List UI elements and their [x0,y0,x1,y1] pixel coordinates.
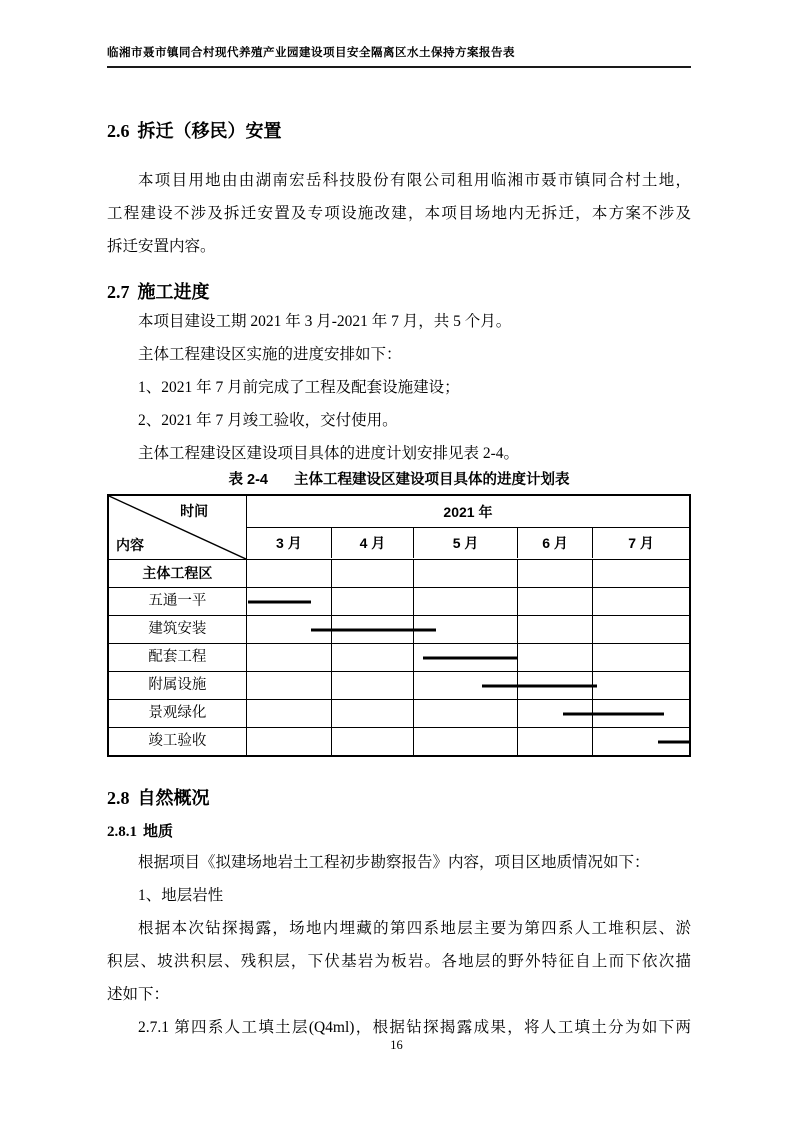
corner-label-time: 时间 [180,503,209,519]
section-title: 拆迁（移民）安置 [137,121,282,141]
paragraph-line: 根据本次钻探揭露，场地内埋藏的第四系地层主要为第四系人工堆积层、淤 [138,920,691,937]
gantt-bar [248,600,311,603]
page-header [107,46,691,68]
month-cell [592,644,689,671]
gantt-bar [311,628,436,631]
text-line: 主体工程建设区建设项目具体的进度计划安排见表 2-4。 [138,445,520,462]
month-cell [413,588,517,615]
month-cell [331,728,413,755]
gantt-row-label: 建筑安装 [109,616,247,643]
month-cell [517,616,592,643]
month-cell [247,728,331,755]
paragraph-geology-intro: 根据项目《拟建场地岩土工程初步勘察报告》内容，项目区地质情况如下： [138,854,650,871]
month-cell [592,588,689,615]
section-heading-2-6 [107,118,691,144]
gantt-row-timeline [247,588,689,615]
gantt-bar [423,656,517,659]
month-cell [517,560,592,587]
month-cell [517,728,592,755]
page-number: 16 [390,1038,403,1052]
paragraph-strata-description [107,912,691,1011]
gantt-bar [658,740,689,743]
text-line: 主体工程建设区实施的进度安排如下： [138,346,402,363]
month-cell [247,644,331,671]
paragraph-line: 本项目用地由由湖南宏岳科技股份有限公司租用临湘市聂市镇同合村土地， [138,172,691,189]
section-number: 2.8 [107,788,130,808]
table-corner-cell [109,496,247,559]
gantt-row-label: 配套工程 [109,644,247,671]
table-header [109,496,689,559]
paragraph-line: 工程建设不涉及拆迁安置及专项设施改建，本项目场地内无拆迁，本方案不涉及 [107,205,691,222]
month-cell [517,644,592,671]
section-number: 2.6 [107,121,130,141]
gantt-row-label: 附属设施 [109,672,247,699]
gantt-row-timeline [247,728,689,755]
subsection-title: 地质 [143,823,174,840]
gantt-bar [482,684,597,687]
section-title: 施工进度 [137,282,210,302]
paragraph-line: 积层、坡洪积层、残积层，下伏基岩为板岩。各地层的野外特征自上而下依次描 [107,953,691,970]
gantt-row-timeline [247,672,689,699]
month-cell [592,560,689,587]
text-line: 2、2021 年 7 月竣工验收，交付使用。 [138,412,398,429]
corner-label-content: 内容 [116,537,144,553]
month-header-cell: 6 月 [517,528,592,558]
section-2-7-body [107,305,691,470]
section-heading-2-8 [107,785,691,811]
gantt-row [109,699,689,727]
month-header-cell: 3 月 [276,535,302,551]
paragraph-line: 拆迁安置内容。 [107,238,216,255]
text-line: 1、2021 年 7 月前完成了工程及配套设施建设； [138,379,460,396]
section-number: 2.7 [107,282,130,302]
gantt-bar [563,712,664,715]
text-line: 本项目建设工期 2021 年 3 月-2021 年 7 月，共 5 个月。 [138,313,512,330]
table-body [109,559,689,755]
gantt-row-timeline [247,560,689,587]
gantt-row-label: 五通一平 [109,588,247,615]
gantt-row-label: 竣工验收 [109,728,247,755]
gantt-row-timeline [247,644,689,671]
gantt-row [109,559,689,587]
month-header-cell: 4 月 [331,528,413,558]
paragraph-line: 述如下： [107,986,170,1003]
month-cell [247,700,331,727]
month-header-cell: 5 月 [413,528,517,558]
table-caption-title: 主体工程建设区建设项目具体的进度计划表 [294,472,570,488]
month-cell [331,588,413,615]
table-header-right [247,496,689,559]
month-cell [413,728,517,755]
paragraph-2-6 [107,164,691,263]
month-cell [331,672,413,699]
month-cell [331,560,413,587]
list-item-stratum: 1、地层岩性 [138,887,224,904]
month-header-cell: 7 月 [592,528,689,558]
month-cell [517,588,592,615]
section-title: 自然概况 [137,788,210,808]
gantt-row-label: 景观绿化 [109,700,247,727]
section-heading-2-7 [107,279,691,305]
month-cell [592,616,689,643]
gantt-row-timeline [247,700,689,727]
month-cell [247,672,331,699]
month-cell [331,700,413,727]
gantt-row [109,615,689,643]
month-cell [331,644,413,671]
table-caption [107,471,691,490]
subsection-heading-2-8-1 [107,821,691,843]
month-cell [413,560,517,587]
header-title: 临湘市聂市镇同合村现代养殖产业园建设项目安全隔离区水土保持方案报告表 [107,47,515,59]
year-header-cell: 2021 年 [247,496,689,528]
gantt-schedule-table [107,494,691,757]
months-header-row [247,528,689,558]
gantt-row-timeline [247,616,689,643]
gantt-row [109,587,689,615]
paragraph-fill-layer: 2.7.1 第四系人工填土层(Q4ml)，根据钻探揭露成果，将人工填土分为如下两 [138,1019,691,1036]
gantt-row [109,671,689,699]
subsection-number: 2.8.1 [107,824,137,840]
month-cell [247,560,331,587]
table-caption-label: 表 2-4 [228,472,268,488]
gantt-row-label: 主体工程区 [109,560,247,587]
month-cell [413,700,517,727]
gantt-row [109,727,689,755]
gantt-row [109,643,689,671]
month-cell [592,672,689,699]
